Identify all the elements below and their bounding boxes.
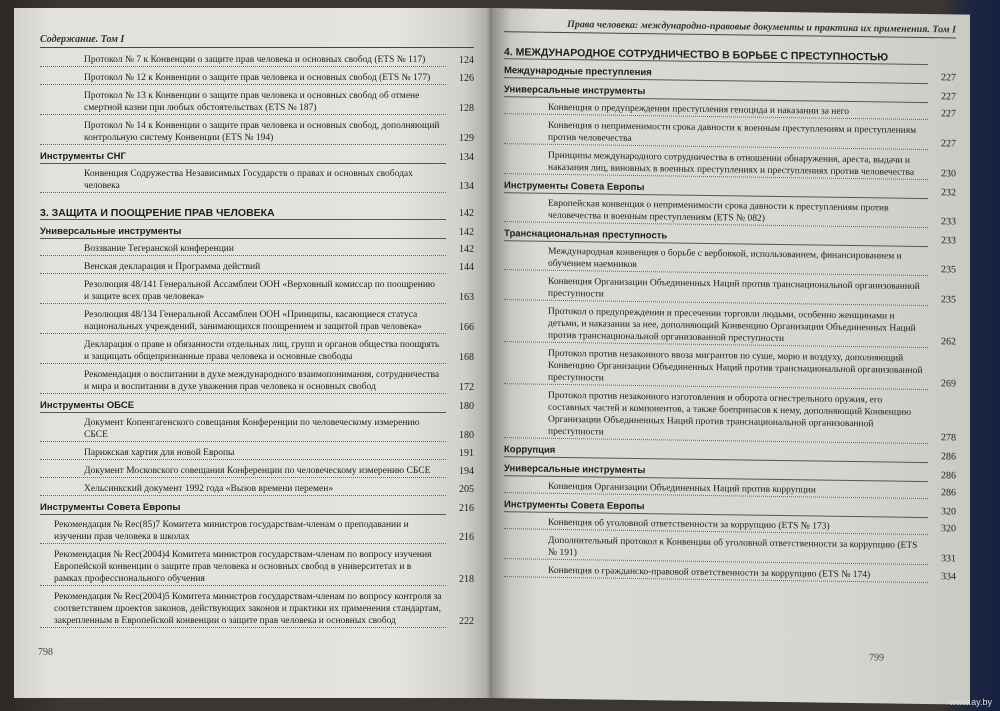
toc-entry-page: 134 bbox=[459, 152, 474, 163]
toc-entry-title: Рекомендация № Rec(2004)4 Комитета министров государствам-членам по вопросу изучения Европейской конвенции о защите прав человека и основных свобод в университетах и в рамках профессионального обучения bbox=[40, 549, 446, 586]
toc-entry bbox=[504, 305, 956, 348]
running-head-left: Содержание. Том I bbox=[40, 34, 474, 48]
toc-entry-page: 320 bbox=[941, 506, 956, 518]
toc-right bbox=[504, 46, 956, 583]
toc-entry bbox=[504, 516, 956, 535]
toc-entry-title: 4. МЕЖДУНАРОДНОЕ СОТРУДНИЧЕСТВО В БОРЬБЕ С ПРЕСТУПНОСТЬЮ bbox=[504, 46, 928, 65]
toc-entry-page: 191 bbox=[459, 448, 474, 459]
toc-entry-title: Протокол № 14 к Конвенции о защите прав человека и основных свобод, дополняющий контрольную систему Конвенции (ETS № 194) bbox=[40, 120, 446, 145]
toc-entry-title: Европейская конвенция о неприменимости срока давности к преступлениям против человечества и военным преступлениям (ETS № 082) bbox=[504, 197, 928, 228]
toc-entry bbox=[40, 261, 474, 274]
toc-section-heading bbox=[504, 463, 956, 482]
running-head-right: Права человека: международно-правовые документы и практика их применения. Том I bbox=[504, 18, 956, 38]
toc-entry bbox=[40, 549, 474, 586]
toc-entry-page: 142 bbox=[459, 244, 474, 255]
toc-entry-title: Инструменты ОБСЕ bbox=[40, 400, 446, 413]
toc-entry-title: Инструменты Совета Европы bbox=[504, 180, 928, 199]
toc-entry-page: 227 bbox=[941, 138, 956, 150]
toc-entry-page: 230 bbox=[941, 168, 956, 180]
toc-entry-title: Документ Московского совещания Конференции по человеческому измерению СБСЕ bbox=[40, 465, 446, 478]
toc-section-heading bbox=[40, 400, 474, 413]
toc-entry-page: 142 bbox=[459, 208, 474, 219]
toc-entry bbox=[40, 120, 474, 145]
toc-entry-title: Принципы международного сотрудничества в отношении обнаружения, ареста, выдачи и наказания лиц, виновных в военных преступлениях и преступлениях против человечества bbox=[504, 149, 928, 180]
toc-entry bbox=[504, 564, 956, 583]
toc-entry bbox=[40, 519, 474, 544]
toc-entry-page: 128 bbox=[459, 103, 474, 114]
toc-left bbox=[40, 54, 474, 628]
toc-entry-title: Рекомендация о воспитании в духе международного взаимопонимания, сотрудничества и мира и воспитании в духе уважения прав человека и основных свобод bbox=[40, 369, 446, 394]
toc-entry bbox=[504, 119, 956, 150]
toc-section-heading bbox=[504, 180, 956, 199]
toc-entry bbox=[40, 54, 474, 67]
toc-section-heading bbox=[40, 226, 474, 239]
toc-entry-page: 233 bbox=[941, 235, 956, 247]
toc-entry bbox=[40, 279, 474, 304]
toc-entry-title: Коррупция bbox=[504, 444, 928, 463]
toc-entry-page: 129 bbox=[459, 133, 474, 144]
toc-entry-title: Протокол против незаконного изготовления и оборота огнестрельного оружия, его составных частей и компонентов, а также боеприпасов к нему, дополняющий Конвенцию Организации Объединенных Наций против транснациональной организованной преступности bbox=[504, 389, 928, 444]
toc-entry bbox=[504, 389, 956, 444]
toc-entry-title: Международные преступления bbox=[504, 65, 928, 84]
toc-entry-title: 3. ЗАЩИТА И ПООЩРЕНИЕ ПРАВ ЧЕЛОВЕКА bbox=[40, 207, 446, 220]
toc-entry bbox=[40, 309, 474, 334]
toc-entry-page: 286 bbox=[941, 487, 956, 499]
toc-entry-page: 142 bbox=[459, 227, 474, 238]
toc-entry-title: Рекомендация № Rec(2004)5 Комитета министров государствам-членам по вопросу контроля за соответствием проектов законов, действующих законов и практики их применения стандартам, закрепленным в Европейской конвенции о защите прав человека и основных свобод bbox=[40, 591, 446, 628]
toc-entry-title: Инструменты Совета Европы bbox=[504, 499, 928, 518]
toc-entry-page: 180 bbox=[459, 401, 474, 412]
toc-entry-title: Парижская хартия для новой Европы bbox=[40, 447, 446, 460]
toc-entry-title: Венская декларация и Программа действий bbox=[40, 261, 446, 274]
toc-entry bbox=[504, 197, 956, 228]
toc-entry-title: Универсальные инструменты bbox=[504, 463, 928, 482]
toc-entry-page: 235 bbox=[941, 264, 956, 276]
right-page bbox=[492, 8, 970, 705]
toc-entry-title: Конвенция о гражданско-правовой ответственности за коррупцию (ETS № 174) bbox=[504, 564, 928, 583]
toc-entry-page: 124 bbox=[459, 55, 474, 66]
toc-entry bbox=[40, 465, 474, 478]
toc-section-heading bbox=[40, 502, 474, 515]
toc-entry bbox=[40, 447, 474, 460]
toc-entry-page: 227 bbox=[941, 91, 956, 103]
toc-entry bbox=[504, 347, 956, 390]
toc-entry-page: 205 bbox=[459, 484, 474, 495]
page-number-right: 799 bbox=[869, 652, 884, 664]
toc-entry-title: Протокол о предупреждении и пресечении торговли людьми, особенно женщинами и детьми, и наказании за нее, дополняющий Конвенцию Организации Объединенных Наций против транснациональной организованной преступности bbox=[504, 305, 928, 348]
toc-section-heading bbox=[504, 444, 956, 463]
toc-entry bbox=[504, 534, 956, 565]
toc-entry-page: 134 bbox=[459, 181, 474, 192]
toc-entry bbox=[40, 591, 474, 628]
toc-entry bbox=[40, 90, 474, 115]
toc-entry-title: Протокол против незаконного ввоза мигрантов по суше, морю и воздуху, дополняющий Конвенцию Организации Объединенных Наций против транснациональной организованной преступности bbox=[504, 347, 928, 390]
toc-entry-title: Протокол № 13 к Конвенции о защите прав человека и основных свобод об отмене смертной казни при любых обстоятельствах (ETS № 187) bbox=[40, 90, 446, 115]
toc-entry-page: 216 bbox=[459, 532, 474, 543]
toc-entry-page: 172 bbox=[459, 382, 474, 393]
toc-entry-title: Инструменты Совета Европы bbox=[40, 502, 446, 515]
toc-entry-title: Рекомендация № Rec(85)7 Комитета министров государствам-членам о преподавании и изучении прав человека в школах bbox=[40, 519, 446, 544]
toc-section-heading bbox=[504, 65, 956, 84]
toc-entry-page: 320 bbox=[941, 523, 956, 535]
toc-entry-page: 334 bbox=[941, 571, 956, 583]
toc-entry-title: Хельсинкский документ 1992 года «Вызов времени перемен» bbox=[40, 483, 446, 496]
toc-entry bbox=[40, 339, 474, 364]
toc-entry-title: Воззвание Тегеранской конференции bbox=[40, 243, 446, 256]
toc-entry-page: 163 bbox=[459, 292, 474, 303]
toc-entry-title: Конвенция Организации Объединенных Наций против коррупции bbox=[504, 480, 928, 499]
toc-section-heading bbox=[504, 228, 956, 247]
toc-entry bbox=[504, 245, 956, 276]
toc-entry-title: Документ Копенгагенского совещания Конференции по человеческому измерению СБСЕ bbox=[40, 417, 446, 442]
toc-entry-title: Конвенция Организации Объединенных Наций против транснациональной организованной преступности bbox=[504, 275, 928, 306]
toc-entry-title: Декларация о праве и обязанности отдельных лиц, групп и органов общества поощрять и защищать общепризнанные права человека и основные свободы bbox=[40, 339, 446, 364]
toc-entry-page: 233 bbox=[941, 216, 956, 228]
toc-entry bbox=[504, 275, 956, 306]
toc-entry-title: Инструменты СНГ bbox=[40, 151, 446, 164]
toc-entry-page: 286 bbox=[941, 451, 956, 463]
toc-entry-page: 144 bbox=[459, 262, 474, 273]
toc-entry-page: 262 bbox=[941, 336, 956, 348]
toc-entry-title: Универсальные инструменты bbox=[40, 226, 446, 239]
toc-entry-title: Международная конвенция о борьбе с вербовкой, использованием, финансированием и обучением наемников bbox=[504, 245, 928, 276]
toc-entry bbox=[40, 369, 474, 394]
toc-entry-page: 331 bbox=[941, 553, 956, 565]
toc-entry-page: 232 bbox=[941, 187, 956, 199]
toc-entry-title: Дополнительный протокол к Конвенции об уголовной ответственности за коррупцию (ETS № 191) bbox=[504, 534, 928, 565]
toc-entry-page: 168 bbox=[459, 352, 474, 363]
page-number-left: 798 bbox=[38, 647, 53, 658]
toc-entry-page: 227 bbox=[941, 108, 956, 120]
toc-entry-title: Протокол № 7 к Конвенции о защите прав человека и основных свобод (ETS № 117) bbox=[40, 54, 446, 67]
toc-entry-page: 278 bbox=[941, 432, 956, 444]
toc-section-heading bbox=[504, 84, 956, 103]
toc-entry-page: 269 bbox=[941, 378, 956, 390]
toc-entry-page: 166 bbox=[459, 322, 474, 333]
toc-entry-title: Конвенция о неприменимости срока давности к военным преступлениям и преступлениям против человечества bbox=[504, 119, 928, 150]
toc-entry-page: 180 bbox=[459, 430, 474, 441]
toc-entry-page: 218 bbox=[459, 574, 474, 585]
toc-entry bbox=[504, 480, 956, 499]
left-page bbox=[14, 8, 492, 698]
toc-chapter-heading bbox=[40, 207, 474, 220]
toc-entry-page: 216 bbox=[459, 503, 474, 514]
toc-entry-page: 235 bbox=[941, 294, 956, 306]
toc-chapter-heading bbox=[504, 46, 956, 65]
toc-entry-title: Резолюция 48/134 Генеральной Ассамблеи ООН «Принципы, касающиеся статуса национальных учреждений, занимающихся поощрением и защитой прав человека» bbox=[40, 309, 446, 334]
toc-entry bbox=[40, 72, 474, 85]
toc-entry bbox=[504, 149, 956, 180]
toc-entry-page: 286 bbox=[941, 470, 956, 482]
toc-entry-page: 126 bbox=[459, 73, 474, 84]
toc-entry-title: Резолюция 48/141 Генеральной Ассамблеи ООН «Верховный комиссар по поощрению и защите всех прав человека» bbox=[40, 279, 446, 304]
watermark: www.ay.by bbox=[949, 697, 992, 707]
toc-entry-title: Универсальные инструменты bbox=[504, 84, 928, 103]
toc-section-heading bbox=[40, 151, 474, 164]
toc-entry bbox=[40, 243, 474, 256]
toc-entry bbox=[40, 168, 474, 193]
toc-entry-title: Конвенция Содружества Независимых Государств о правах и основных свободах человека bbox=[40, 168, 446, 193]
toc-entry-page: 222 bbox=[459, 616, 474, 627]
toc-entry-page: 194 bbox=[459, 466, 474, 477]
toc-entry bbox=[40, 417, 474, 442]
toc-section-heading bbox=[504, 499, 956, 518]
toc-entry-title: Конвенция о предупреждении преступления геноцида и наказании за него bbox=[504, 101, 928, 120]
toc-entry-page: 227 bbox=[941, 72, 956, 84]
toc-entry-title: Транснациональная преступность bbox=[504, 228, 928, 247]
toc-entry-title: Конвенция об уголовной ответственности за коррупцию (ETS № 173) bbox=[504, 516, 928, 535]
toc-entry bbox=[504, 101, 956, 120]
toc-entry-title: Протокол № 12 к Конвенции о защите прав человека и основных свобод (ETS № 177) bbox=[40, 72, 446, 85]
toc-entry bbox=[40, 483, 474, 496]
